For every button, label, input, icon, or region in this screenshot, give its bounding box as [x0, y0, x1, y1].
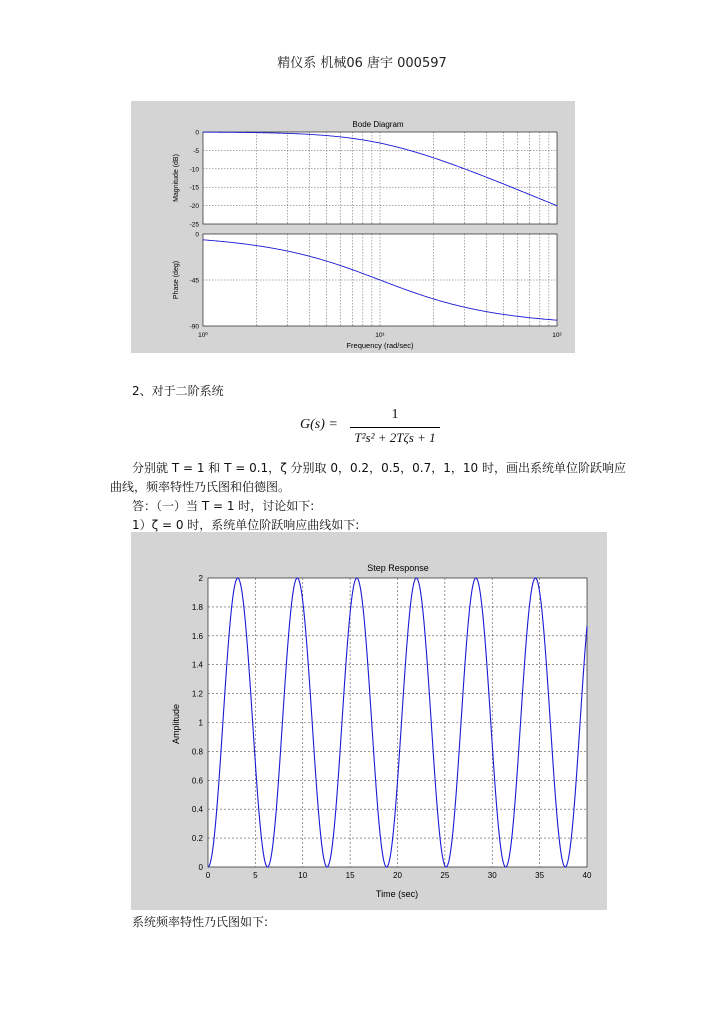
magnitude-tick-label: 0 — [195, 129, 199, 137]
transfer-function-formula — [300, 405, 480, 455]
time-tick-label: 25 — [440, 871, 450, 880]
time-tick-label: 40 — [582, 871, 592, 880]
paragraph-answer: 答：（一）当 T = 1 时，讨论如下: — [132, 499, 315, 513]
formula-denominator: T²s² + 2Tζs + 1 — [354, 430, 436, 445]
chart-ylabel: Amplitude — [171, 703, 181, 745]
magnitude-tick-label: -20 — [189, 203, 199, 211]
bode-title: Bode Diagram — [352, 120, 404, 129]
amplitude-tick-label: 1.2 — [191, 689, 203, 699]
amplitude-tick-label: 1 — [198, 718, 203, 728]
paragraph-nyquist-caption: 系统频率特性乃氏图如下: — [132, 915, 269, 929]
time-tick-label: 20 — [393, 871, 402, 880]
time-tick-label: 15 — [345, 871, 355, 880]
frequency-tick-label: 10¹ — [375, 332, 385, 339]
frequency-tick-label: 10⁰ — [198, 332, 208, 339]
amplitude-tick-label: 2 — [198, 574, 203, 583]
paragraph-case-1: 1）ζ = 0 时，系统单位阶跃响应曲线如下: — [132, 518, 360, 532]
bode-diagram-figure — [131, 101, 575, 353]
paragraph-instructions-2: 曲线，频率特性乃氏图和伯德图。 — [110, 480, 291, 494]
formula-lhs: G(s) = — [300, 417, 338, 432]
bode-xlabel: Frequency (rad/sec) — [346, 341, 414, 350]
amplitude-tick-label: 0.8 — [191, 747, 203, 757]
magnitude-tick-label: -10 — [189, 166, 199, 174]
phase-tick-label: -90 — [189, 323, 199, 331]
phase-tick-label: -45 — [189, 277, 199, 285]
magnitude-tick-label: -15 — [189, 184, 199, 192]
amplitude-tick-label: 1.8 — [191, 602, 203, 612]
formula-numerator: 1 — [391, 407, 399, 422]
frequency-tick-label: 10² — [552, 332, 562, 339]
amplitude-tick-label: 0 — [198, 863, 203, 872]
magnitude-tick-label: -25 — [189, 221, 199, 229]
time-tick-label: 10 — [298, 871, 308, 880]
phase-tick-label: 0 — [195, 231, 199, 239]
time-tick-label: 5 — [253, 871, 258, 880]
phase-ylabel: Phase (deg) — [173, 260, 180, 300]
time-tick-label: 0 — [205, 871, 211, 880]
amplitude-tick-label: 0.4 — [191, 805, 203, 815]
magnitude-ylabel: Magnitude (dB) — [173, 154, 180, 202]
magnitude-tick-label: -5 — [193, 147, 199, 155]
page-header: 精仪系 机械06 唐宇 000597 — [277, 56, 447, 71]
chart-xlabel: Time (sec) — [375, 889, 419, 899]
time-tick-label: 30 — [487, 871, 497, 880]
chart-title: Step Response — [367, 563, 429, 573]
amplitude-tick-label: 0.6 — [191, 776, 203, 786]
time-tick-label: 35 — [535, 871, 545, 880]
paragraph-problem-2: 2、对于二阶系统 — [132, 384, 224, 398]
paragraph-instructions-1: 分别就 T = 1 和 T = 0.1，ζ 分别取 0，0.2，0.5，0.7，1，10 时，画出系统单位阶跃响应 — [132, 461, 626, 475]
amplitude-tick-label: 1.4 — [191, 660, 203, 670]
amplitude-tick-label: 1.6 — [191, 631, 203, 641]
formula-fraction — [350, 405, 440, 448]
amplitude-tick-label: 0.2 — [191, 834, 203, 844]
step-response-figure — [131, 532, 607, 910]
